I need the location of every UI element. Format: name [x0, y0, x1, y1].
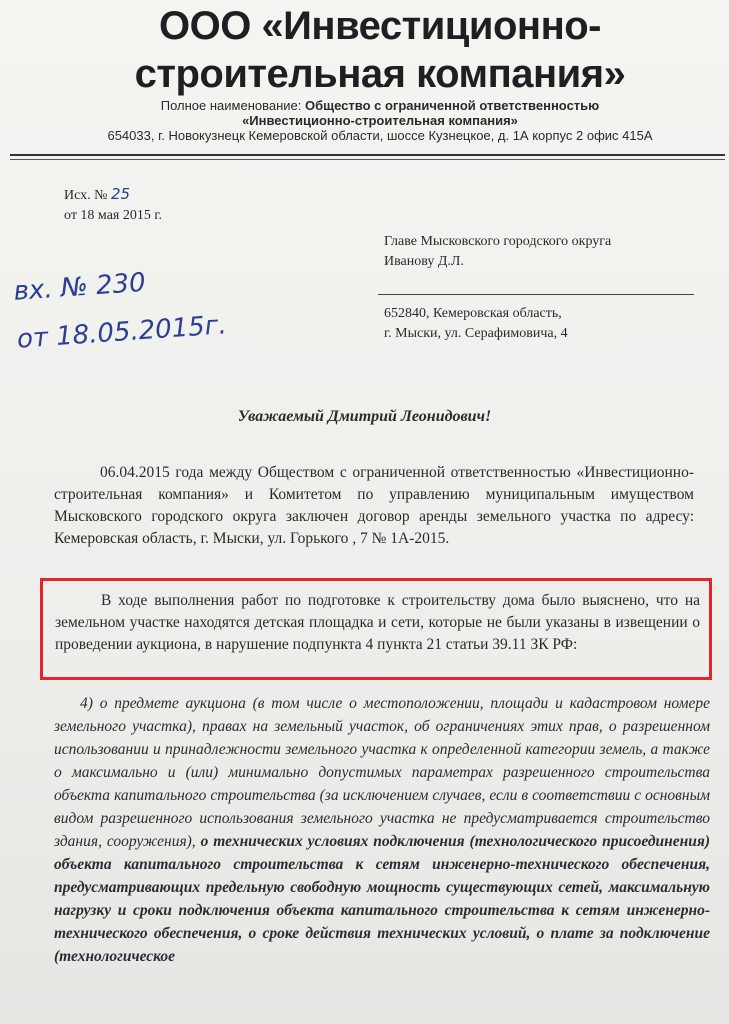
salutation: Уважаемый Дмитрий Леонидович!	[237, 408, 492, 425]
paragraph-2-text: В ходе выполнения работ по подготовке к строительству дома было выяснено, что на земельном участке находятся детская площадка и сети, которые не были указаны в извещении о проведении аукциона, в нарушение подпункта 4 пункта 21 статьи 39.11 ЗК РФ:	[55, 592, 700, 653]
inbox-stamp-line2: от 18.05.2015г.	[15, 310, 228, 355]
outgoing-date: от 18 мая 2015 г.	[64, 208, 163, 223]
legal-quote-part2: о технических условиях подключения (технологического присоединения) объекта капитального строительства к сетям инженерно-технического обеспечения, предусматривающих предельную свободную мощность существующих сетей, максимальную нагрузку и сроки подключения объекта капитального строительства к сетям инженерно-технического обеспечения, о сроке действия технических условий, о плате за подключение (технологическое	[54, 833, 710, 965]
paragraph-1	[54, 462, 694, 550]
recipient-address2: г. Мыски, ул. Серафимовича, 4	[384, 326, 568, 341]
full-name-value-1: Общество с ограниченной ответственностью	[305, 98, 600, 113]
company-name-line2: строительная компания»	[134, 52, 626, 96]
recipient-address1: 652840, Кемеровская область,	[384, 306, 562, 321]
recipient-line1: Главе Мысковского городского округа	[384, 234, 612, 249]
company-name	[80, 2, 680, 98]
legal-quote	[54, 692, 710, 968]
full-name-label: Полное наименование:	[160, 98, 302, 113]
paragraph-1-text: 06.04.2015 года между Обществом с ограниченной ответственностью «Инвестиционно-строительная компания» и Комитетом по управлению муниципальным имуществом Мысковского городского округа заключен договор аренды земельного участка по адресу: Кемеровская область, г. Мыски, ул. Горького , 7 № 1А-2015.	[54, 464, 694, 547]
full-name-block	[100, 98, 660, 128]
legal-quote-part1: 4) о предмете аукциона (в том числе о местоположении, площади и кадастровом номере земельного участка), правах на земельный участок, об ограничениях этих прав, о разрешенном использовании и принадлежности земельного участка к определенной категории земель, а также о максимально и (или) минимально допустимых параметрах разрешенного строительства объекта капитального строительства (за исключением случаев, если в соответствии с основным видом разрешенного использования земельного участка не предусматривается строительство здания, сооружения),	[54, 695, 710, 850]
outgoing-reference	[64, 184, 162, 226]
paragraph-2	[55, 590, 700, 656]
full-name-value-2: «Инвестиционно-строительная компания»	[242, 113, 518, 128]
inbox-stamp-line1: вх. № 230	[12, 267, 147, 307]
recipient-address	[384, 304, 568, 344]
company-address: 654033, г. Новокузнецк Кемеровской области, шоссе Кузнецкое, д. 1А корпус 2 офис 415А	[107, 128, 653, 143]
inbox-handwritten-stamp	[12, 253, 228, 363]
recipient-block	[384, 232, 611, 272]
recipient-line2: Иванову Д.Л.	[384, 254, 464, 269]
outgoing-number-label: Исх. №	[64, 188, 108, 203]
outgoing-number-value: 25	[111, 185, 131, 203]
header-divider	[10, 154, 725, 160]
company-name-line1: ООО «Инвестиционно-	[158, 4, 601, 48]
recipient-divider	[378, 294, 694, 295]
